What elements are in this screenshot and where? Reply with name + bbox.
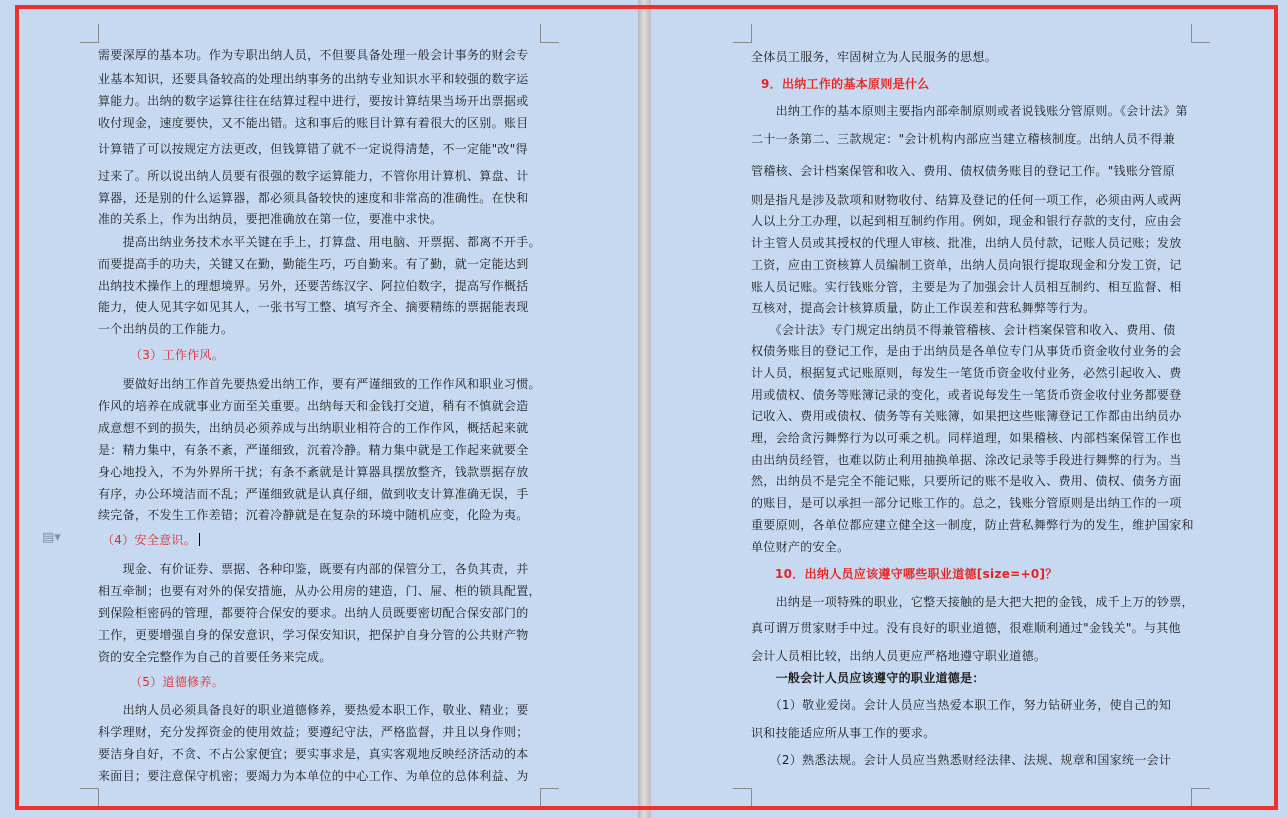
text-line: 用或债权、债务等账簿记录的变化，或者说每发生一笔货币资金收付业务都要登 [751,388,1182,402]
text-line: 记收入、费用或债权、债务等有关账簿，如果把这些账簿登记工作都由出纳员办 [751,409,1182,423]
paragraph-options-icon[interactable]: ▤▾ [42,530,61,545]
text-line: 业基本知识，还要具备较高的处理出纳事务的出纳专业知识水平和较强的数字运 [98,72,529,86]
margin-corner-mark [733,788,752,807]
text-line: 计人员，根据复式记账原则，每发生一笔货币资金收付业务，必然引起收入、费 [751,366,1182,380]
text-line: 管稽核、会计档案保管和收入、费用、债权债务账目的登记工作。"钱账分管原 [751,164,1176,178]
text-line: 真可谓万贯家财手中过。没有良好的职业道德，很难顺利通过"金钱关"。与其他 [751,621,1181,635]
text-line: 提高出纳业务技术水平关键在手上，打算盘、用电脑、开票据、都离不开手。 [98,235,541,249]
margin-corner-mark [540,24,559,43]
text-line: 相互牵制；也要有对外的保安措施，从办公用房的建造，门、屉、柜的锁具配置， [98,584,541,598]
text-line: 身心地投入，不为外界所干扰；有条不紊就是计算器具摆放整齐，钱款票据存放 [98,465,529,479]
text-line: 资的安全完整作为自己的首要任务来完成。 [98,650,332,664]
document-page-right [651,0,1287,818]
text-line: 二十一条第二、三款规定："会计机构内部应当建立稽核制度。出纳人员不得兼 [751,132,1176,146]
text-line: 算能力。出纳的数字运算往往在结算过程中进行，要按计算结果当场开出票据或 [98,94,529,108]
text-line: 《会计法》专门规定出纳员不得兼管稽核、会计档案保管和收入、费用、债 [751,323,1176,337]
text-line: 全体员工服务，牢固树立为人民服务的思想。 [751,50,998,64]
text-line: 有序，办公环境洁而不乱；严谨细致就是认真仔细，做到收支计算准确无误，手 [98,487,529,501]
text-line: 能力，使人见其字如见其人，一张书写工整、填写齐全、摘要精练的票据能表现 [98,300,529,314]
subsection-heading: （3）工作作风。 [130,348,225,362]
text-line: 成意想不到的损失，出纳员必须养成与出纳职业相符合的工作作风，概括起来就 [98,421,529,435]
text-line: 计算错了可以按规定方法更改，但钱算错了就不一定说得清楚，不一定能"改"得 [98,142,528,156]
text-line: 现金、有价证券、票据、各种印鉴，既要有内部的保管分工，各负其责，并 [98,562,529,576]
text-line: 工作，更要增强自身的保安意识，学习保安知识，把保护自身分管的公共财产物 [98,628,529,642]
text-line: 一般会计人员应该遵守的职业道德是： [751,671,985,685]
text-line: 要做好出纳工作首先要热爱出纳工作，要有严谨细致的工作作风和职业习惯。 [98,377,541,391]
text-line: 的账目，是可以承担一部分记账工作的。总之，钱账分管原则是出纳工作的一项 [751,496,1182,510]
page-gutter [638,0,651,818]
text-line: （1）敬业爱岗。会计人员应当热爱本职工作，努力钻研业务，使自己的知 [751,698,1172,712]
section-heading: 10．出纳人员应该遵守哪些职业道德[size=+0]？ [775,567,1058,581]
text-line: 一个出纳员的工作能力。 [98,322,234,336]
text-line: 出纳是一项特殊的职业，它整天接触的是大把大把的金钱，成千上万的钞票， [751,595,1194,609]
text-line: 需要深厚的基本功。作为专职出纳人员，不但要具备处理一般会计事务的财会专 [98,48,529,62]
text-line: 计主管人员或其授权的代理人审核、批准，出纳人员付款，记账人员记账；发放 [751,236,1182,250]
text-line: 出纳工作的基本原则主要指内部牵制原则或者说钱账分管原则。《会计法》第 [751,104,1188,118]
text-cursor [199,533,200,546]
document-page-left [0,0,638,818]
section-heading: 9．出纳工作的基本原则是什么 [761,77,930,91]
margin-corner-mark [80,788,99,807]
text-line: 理，会给贪污舞弊行为以可乘之机。同样道理，如果稽核、内部档案保管工作也 [751,431,1182,445]
text-line: 来面目；要注意保守机密；要竭力为本单位的中心工作、为单位的总体利益、为 [98,769,529,783]
text-line: 过来了。所以说出纳人员要有很强的数字运算能力，不管你用计算机、算盘、计 [98,169,529,183]
text-line: 到保险柜密码的管理，都要符合保安的要求。出纳人员既要密切配合保安部门的 [98,606,529,620]
text-line: 识和技能适应所从事工作的要求。 [751,726,936,740]
text-line: 然，出纳员不是完全不能记账，只要所记的账不是收入、费用、债权、债务方面 [751,474,1182,488]
text-line: 收付现金，速度要快，又不能出错。这和事后的账目计算有着很大的区别。账目 [98,116,529,130]
subsection-heading: （4）安全意识。 [102,531,200,548]
text-line: 则是指凡是涉及款项和财物收付、结算及登记的任何一项工作，必须由两人或两 [751,193,1182,207]
text-line: 准的关系上，作为出纳员，要把准确放在第一位，要准中求快。 [98,212,443,226]
margin-corner-mark [1191,788,1210,807]
text-line: （2）熟悉法规。会计人员应当熟悉财经法律、法规、规章和国家统一会计 [751,753,1172,767]
text-line: 科学理财，充分发挥资金的使用效益；要遵纪守法，严格监督，并且以身作则； [98,725,529,739]
text-line: 出纳人员必须具备良好的职业道德修养，要热爱本职工作，敬业、精业；要 [98,703,529,717]
text-line: 是：精力集中，有条不紊，严谨细致，沉着冷静。精力集中就是工作起来就要全 [98,443,529,457]
margin-corner-mark [1191,24,1210,43]
margin-corner-mark [540,788,559,807]
text-line: 单位财产的安全。 [751,540,850,554]
text-line: 续完备，不发生工作差错；沉着冷静就是在复杂的环境中随机应变，化险为夷。 [98,508,529,522]
text-line: 人以上分工办理，以起到相互制约作用。例如，现金和银行存款的支付，应由会 [751,214,1182,228]
text-line: 作风的培养在成就事业方面至关重要。出纳每天和金钱打交道，稍有不慎就会造 [98,399,529,413]
text-line: 账人员记账。实行钱账分管，主要是为了加强会计人员相互制约、相互监督、相 [751,280,1182,294]
text-line: 而要提高手的功夫，关键又在勤，勤能生巧，巧自勤来。有了勤，就一定能达到 [98,257,529,271]
text-line: 由出纳员经管，也难以防止利用抽换单据、涂改记录等手段进行舞弊的行为。当 [751,453,1182,467]
text-line: 出纳技术操作上的理想境界。另外，还要苦练汉字、阿拉伯数字，提高写作概括 [98,279,529,293]
margin-corner-mark [733,24,752,43]
text-line: 要洁身自好，不贪、不占公家便宜；要实事求是，真实客观地反映经济活动的本 [98,747,529,761]
text-line: 权债务账目的登记工作，是由于出纳员是各单位专门从事货币资金收付业务的会 [751,344,1182,358]
text-line: 互核对，提高会计核算质量，防止工作误差和营私舞弊等行为。 [751,301,1096,315]
margin-corner-mark [80,24,99,43]
subsection-heading: （5）道德修养。 [130,675,225,689]
text-line: 会计人员相比较，出纳人员更应严格地遵守职业道德。 [751,649,1047,663]
text-line: 重要原则，各单位都应建立健全这一制度，防止营私舞弊行为的发生，维护国家和 [751,518,1194,532]
text-line: 工资，应由工资核算人员编制工资单，出纳人员向银行提取现金和分发工资，记 [751,258,1182,272]
text-line: 算器，还是别的什么运算器，都必须具备较快的速度和非常高的准确性。在快和 [98,191,529,205]
